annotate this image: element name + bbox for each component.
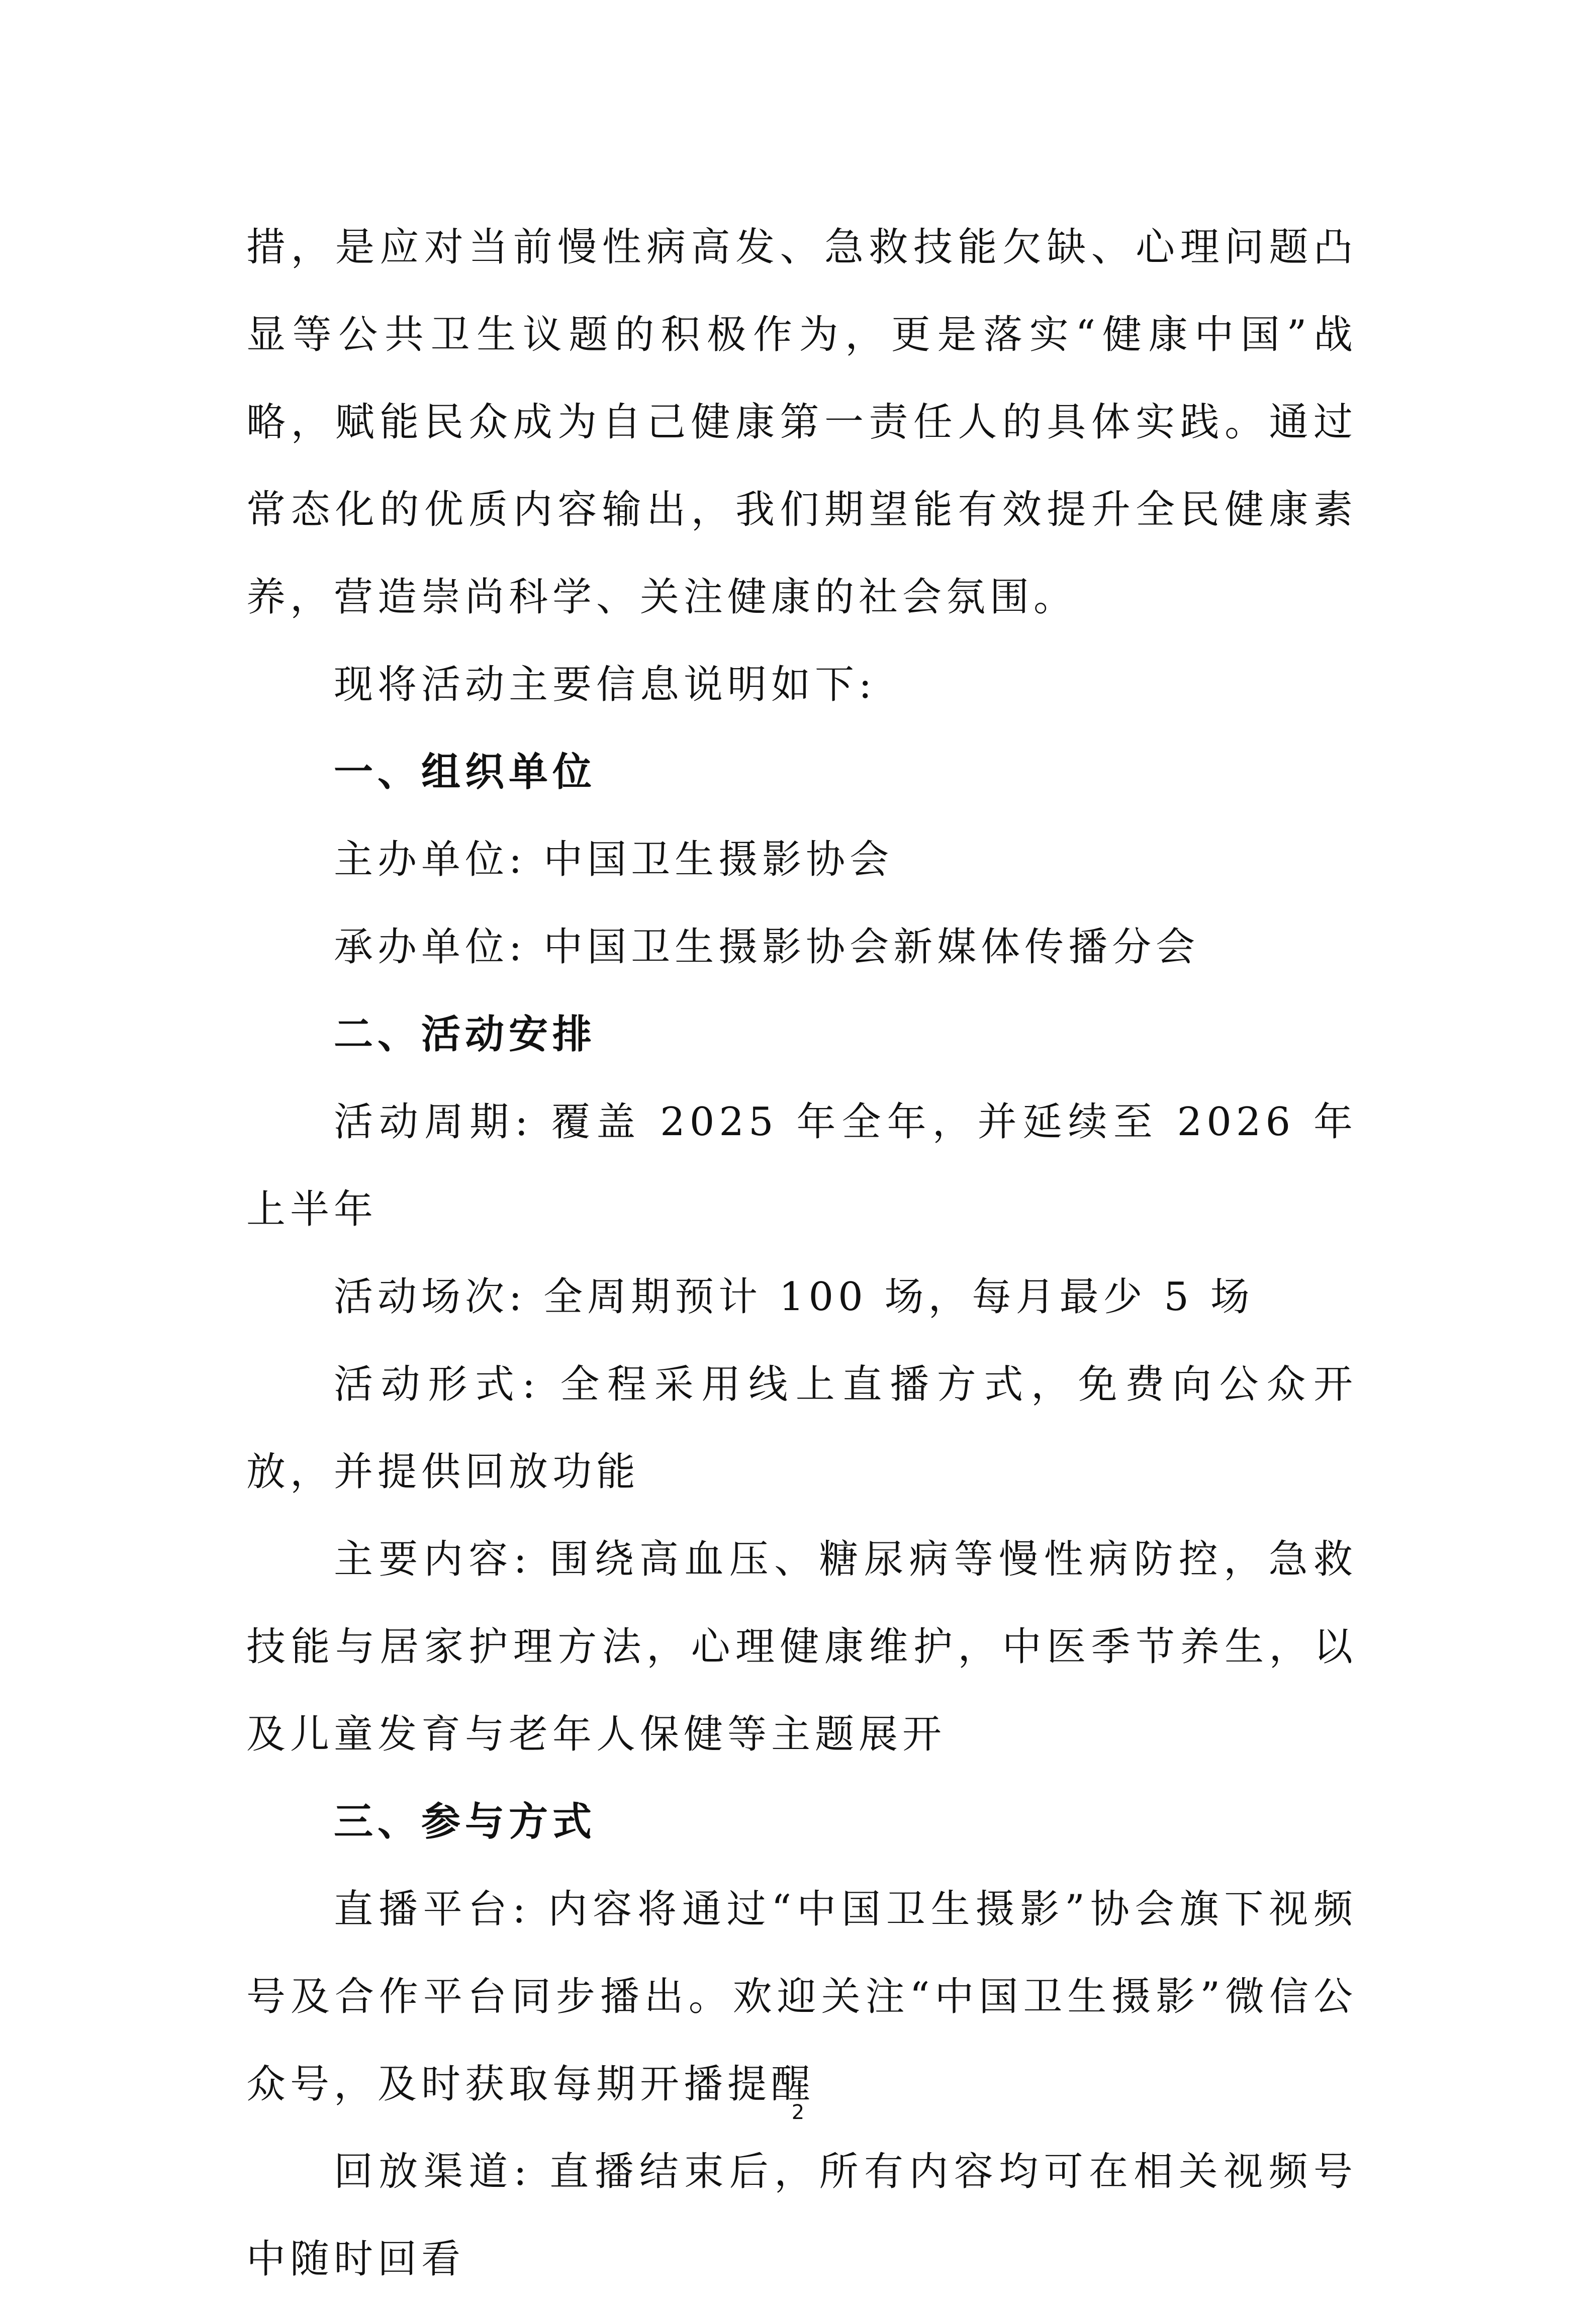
page-number: 2 [791,2101,805,2124]
host-organizer-line: 主办单位: 中国卫生摄影协会 [334,837,894,882]
info-intro-paragraph: 现将活动主要信息说明如下: [334,662,877,707]
section-heading-schedule: 二、活动安排 [334,1012,597,1057]
main-content-paragraph: 主要内容: 围绕高血压、糖尿病等慢性病防控，急救技能与居家护理方法，心理健康维护，中医季节养生，以及儿童发育与老年人保健等主题展开 [246,1537,1357,1757]
live-platform-paragraph: 直播平台: 内容将通过“中国卫生摄影”协会旗下视频号及合作平台同步播出。欢迎关注“中国卫生摄影”微信公众号，及时获取每期开播提醒 [246,1887,1357,2107]
activity-period-line: 活动周期: 覆盖 2025 年全年，并延续至 2026 年上半年 [246,1099,1357,1232]
activity-sessions-line: 活动场次: 全周期预计 100 场，每月最少 5 场 [334,1274,1254,1320]
section-heading-organizers: 一、组织单位 [334,750,597,795]
replay-channel-paragraph: 回放渠道: 直播结束后，所有内容均可在相关视频号中随时回看 [246,2149,1357,2282]
co-organizer-line: 承办单位: 中国卫生摄影协会新媒体传播分会 [334,925,1200,970]
activity-format-paragraph: 活动形式: 全程采用线上直播方式，免费向公众开放，并提供回放功能 [246,1362,1357,1495]
document-body [246,204,1357,2303]
intro-paragraph: 措，是应对当前慢性病高发、急救技能欠缺、心理问题凸显等公共卫生议题的积极作为，更是落实“健康中国”战略，赋能民众成为自己健康第一责任人的具体实践。通过常态化的优质内容输出，我们期望能有效提升全民健康素养，营造崇尚科学、关注健康的社会氛围。 [246,225,1357,620]
section-heading-participation: 三、参与方式 [334,1799,597,1845]
